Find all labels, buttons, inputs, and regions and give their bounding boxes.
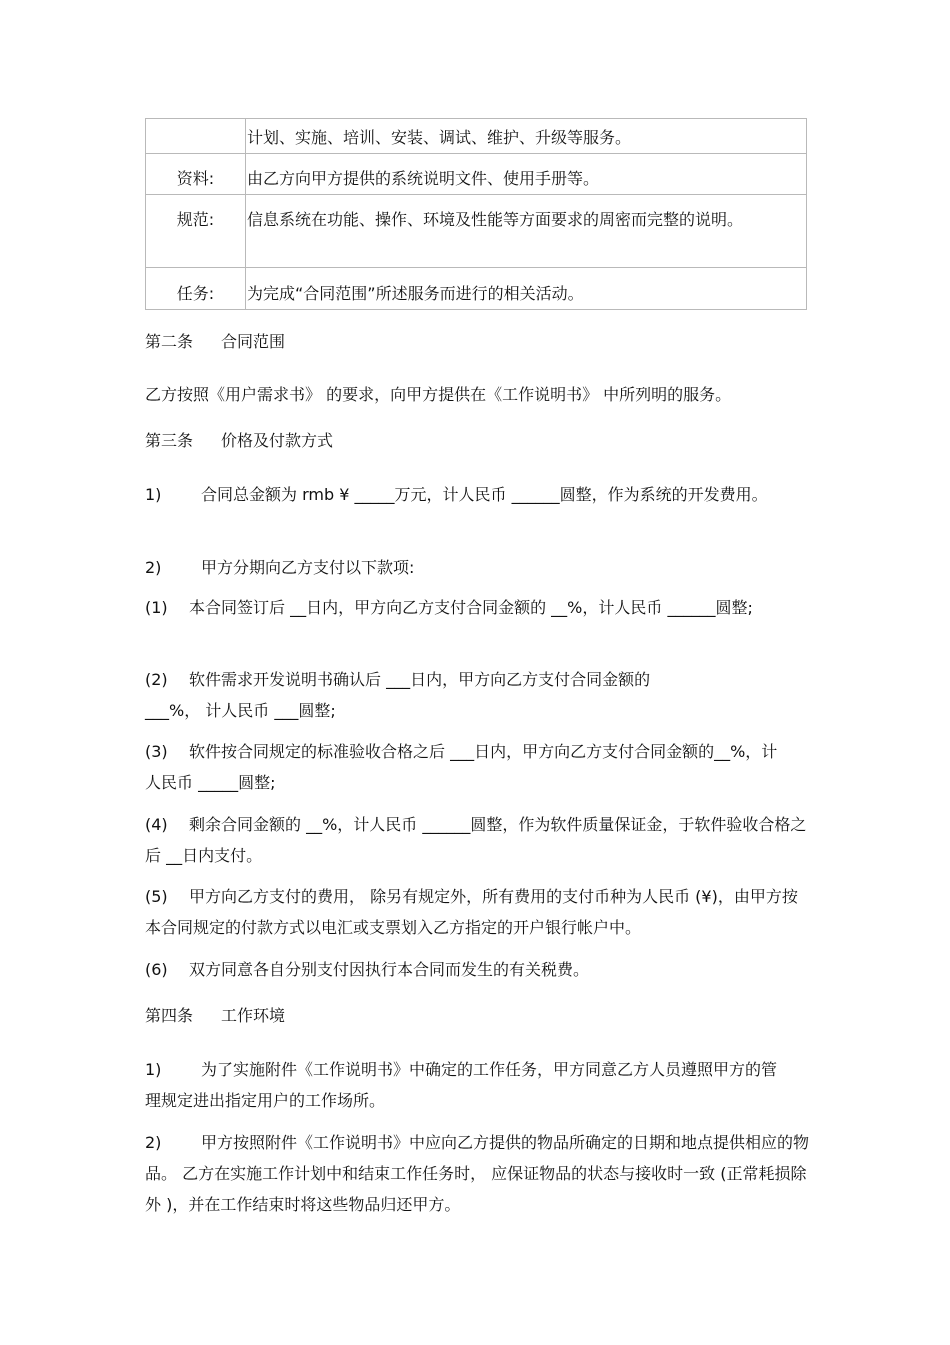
payment-item [145, 592, 809, 623]
clause-number: 1) [145, 1060, 162, 1079]
item-number: (3) [145, 742, 168, 761]
item-text: 软件需求开发说明书确认后 ___日内，甲方向乙方支付合同金额的___%， 计人民币 ___圆整; [145, 670, 651, 720]
clause-1 [145, 1054, 785, 1116]
article-number: 第四条 [145, 1006, 194, 1025]
article-title: 合同范围 [221, 332, 286, 351]
definition-desc: 计划、实施、培训、安装、调试、维护、升级等服务。 [246, 119, 807, 154]
clause-number: 2) [145, 1133, 162, 1152]
clause-text: 为了实施附件《工作说明书》中确定的工作任务，甲方同意乙方人员遵照甲方的管理规定进出指定用户的工作场所。 [145, 1060, 778, 1110]
definition-term: 规范: [146, 195, 246, 268]
item-text: 软件按合同规定的标准验收合格之后 ___日内，甲方向乙方支付合同金额的__%，计人民币 _____圆整; [145, 742, 778, 792]
clause-text: 合同总金额为 rmb ¥ _____万元，计人民币 ______圆整，作为系统的开发费用。 [201, 485, 768, 504]
article-title: 价格及付款方式 [221, 431, 334, 450]
payment-item [145, 736, 785, 798]
clause-text: 甲方按照附件《工作说明书》中应向乙方提供的物品所确定的日期和地点提供相应的物品。 乙方在实施工作计划中和结束工作任务时， 应保证物品的状态与接收时一致 (正常耗损除外 )，并在工作结束时将这些物品归还甲方。 [145, 1133, 810, 1214]
payment-item [145, 809, 809, 871]
article-number: 第三条 [145, 431, 194, 450]
article-number: 第二条 [145, 332, 194, 351]
item-text: 双方同意各自分别支付因执行本合同而发生的有关税费。 [189, 960, 590, 979]
item-number: (6) [145, 960, 168, 979]
definitions-table [145, 118, 807, 310]
item-text: 剩余合同金额的 __%，计人民币 ______圆整，作为软件质量保证金，于软件验收合格之后 __日内支付。 [145, 815, 807, 865]
item-text: 甲方向乙方支付的费用， 除另有规定外，所有费用的支付币种为人民币 (¥)，由甲方按本合同规定的付款方式以电汇或支票划入乙方指定的开户银行帐户中。 [145, 887, 798, 937]
definition-desc: 由乙方向甲方提供的系统说明文件、使用手册等。 [246, 154, 807, 195]
payment-item [145, 881, 809, 943]
definition-desc: 信息系统在功能、操作、环境及性能等方面要求的周密而完整的说明。 [246, 195, 807, 268]
definition-row [146, 119, 807, 154]
item-number: (5) [145, 887, 168, 906]
clause-2 [145, 1127, 809, 1220]
clause-number: 2) [145, 558, 162, 577]
payment-item [145, 956, 589, 983]
definition-term [146, 119, 246, 154]
definition-desc: 为完成“合同范围”所述服务而进行的相关活动。 [246, 268, 807, 310]
definition-term: 任务: [146, 268, 246, 310]
clause-text: 甲方分期向乙方支付以下款项: [201, 558, 415, 577]
definition-row [146, 268, 807, 310]
definition-row [146, 154, 807, 195]
definition-term: 资料: [146, 154, 246, 195]
item-number: (2) [145, 670, 168, 689]
item-number: (4) [145, 815, 168, 834]
clause-1 [145, 479, 809, 510]
clause-2 [145, 554, 414, 581]
article-3-heading [145, 427, 333, 454]
clause-number: 1) [145, 485, 162, 504]
definition-row [146, 195, 807, 268]
payment-item [145, 664, 705, 726]
item-number: (1) [145, 598, 168, 617]
article-4-heading [145, 1002, 285, 1029]
item-text: 本合同签订后 __日内，甲方向乙方支付合同金额的 __%，计人民币 ______圆整; [189, 598, 753, 617]
article-2-heading [145, 328, 285, 355]
article-title: 工作环境 [221, 1006, 286, 1025]
article-2-body: 乙方按照《用户需求书》 的要求，向甲方提供在《工作说明书》 中所列明的服务。 [145, 385, 732, 404]
